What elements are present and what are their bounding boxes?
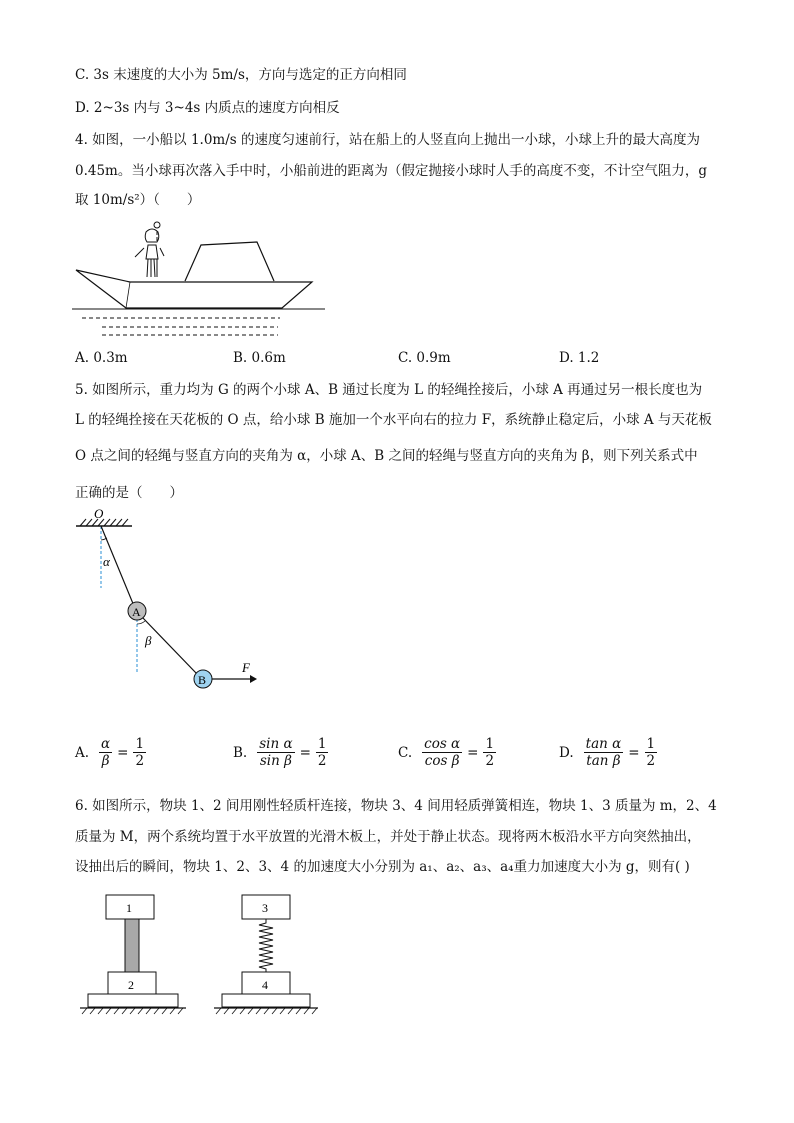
svg-text:1: 1 [126, 901, 132, 915]
label-alpha: α [103, 554, 110, 569]
q6-text-line3: 设抽出后的瞬间，物块 1、2、3、4 的加速度大小分别为 a₁、a₂、a₃、a₄重力加速度大小为 g，则有( ) [75, 859, 690, 875]
person [135, 229, 164, 277]
q6-text-line1: 6. 如图所示，物块 1、2 间用刚性轻质杆连接，物块 3、4 间用轻质弹簧相连，物块 1、3 质量为 m，2、4 [75, 798, 717, 814]
svg-text:4: 4 [262, 978, 268, 992]
q3-option-c: C. 3s 末速度的大小为 5m/s，方向与选定的正方向相同 [75, 67, 407, 83]
q5-option-d: D. $\frac{\text{tan α}}{\text{tan β}}$ = $\frac{1}{2}$ [559, 736, 656, 769]
q5-text-line4: 正确的是（ ） [75, 485, 183, 501]
q6-text-line2: 质量为 M，两个系统均置于水平放置的光滑木板上，并处于静止状态。现将两木板沿水平方向突然抽出， [75, 829, 701, 845]
ball [154, 222, 160, 228]
q5-text-line1: 5. 如图所示，重力均为 G 的两个小球 A、B 通过长度为 L 的轻绳拴接后，小球 A 再通过另一根长度也为 [75, 382, 703, 398]
label-beta: β [145, 633, 152, 648]
q4-text-line2: 0.45m。当小球再次落入手中时，小船前进的距离为（假定抛接小球时人手的高度不变，不计空气阻力，g [75, 163, 708, 179]
spring [259, 919, 273, 972]
svg-text:B: B [198, 673, 207, 687]
q3-option-d: D. 2~3s 内与 3~4s 内质点的速度方向相反 [75, 100, 340, 116]
q4-option-c: C. 0.9m [398, 350, 451, 366]
q6-blocks-figure [74, 890, 364, 1020]
q5-text-line2: L 的轻绳拴接在天花板的 O 点，给小球 B 施加一个水平向右的拉力 F，系统静止稳定后，小球 A 与天花板 [75, 412, 712, 428]
q5-option-a: A. $\frac{\alpha}{\beta}$ = $\frac{1}{2}$ [75, 736, 145, 769]
label-o: O [94, 506, 104, 521]
q4-text-line3: 取 10m/s²）（ ） [75, 192, 201, 208]
svg-text:2: 2 [128, 978, 134, 992]
q4-option-d: D. 1.2 [559, 350, 600, 366]
boat-cabin [185, 242, 274, 281]
q4-option-b: B. 0.6m [233, 350, 286, 366]
q4-boat-figure [70, 216, 330, 338]
q4-text-line1: 4. 如图，一小船以 1.0m/s 的速度匀速前行，站在船上的人竖直向上抛出一小球，小球上升的最大高度为 [75, 132, 700, 148]
q5-option-c: C. $\frac{\text{cos α}}{\text{cos β}}$ = $\frac{1}{2}$ [398, 736, 495, 769]
q4-option-a: A. 0.3m [75, 350, 128, 366]
svg-text:A: A [132, 605, 141, 619]
rigid-rod [125, 919, 139, 972]
board-right [222, 994, 310, 1007]
q5-text-line3: O 点之间的轻绳与竖直方向的夹角为 α，小球 A、B 之间的轻绳与竖直方向的夹角为 β，则下列关系式中 [75, 448, 698, 464]
q5-option-b: B. $\frac{\text{sin α}}{\text{sin β}}$ = $\frac{1}{2}$ [233, 736, 327, 769]
svg-text:3: 3 [262, 901, 268, 915]
label-f: F [242, 660, 250, 675]
board-left [88, 994, 178, 1007]
q5-pendulum-figure [70, 506, 270, 696]
